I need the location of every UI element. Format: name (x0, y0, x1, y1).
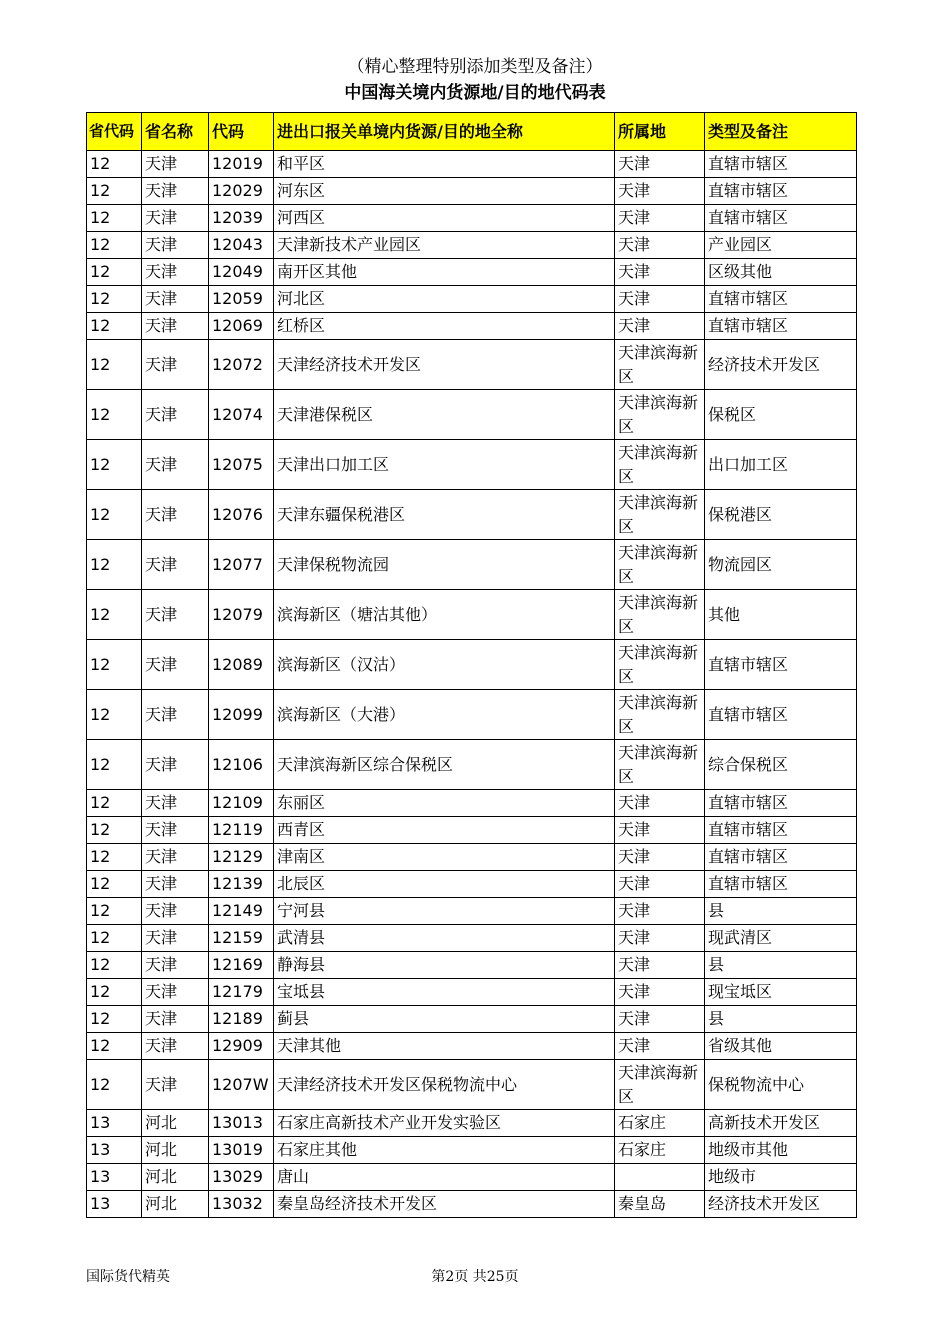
cell-type-remarks: 县 (705, 952, 857, 979)
cell-province-code: 12 (87, 1033, 142, 1060)
cell-full-name: 北辰区 (274, 871, 615, 898)
cell-province-code: 12 (87, 640, 142, 690)
code-table (86, 112, 857, 1218)
cell-belongs-to: 天津滨海新区 (615, 540, 705, 590)
table-row (87, 690, 857, 740)
cell-province-code: 13 (87, 1137, 142, 1164)
cell-type-remarks: 地级市其他 (705, 1137, 857, 1164)
cell-type-remarks: 直辖市辖区 (705, 844, 857, 871)
cell-full-name: 天津出口加工区 (274, 440, 615, 490)
cell-province-name: 天津 (142, 232, 209, 259)
cell-province-name: 天津 (142, 871, 209, 898)
cell-code: 13019 (209, 1137, 274, 1164)
cell-belongs-to: 天津 (615, 205, 705, 232)
cell-type-remarks: 地级市 (705, 1164, 857, 1191)
table-row (87, 1110, 857, 1137)
cell-province-name: 天津 (142, 640, 209, 690)
cell-type-remarks: 其他 (705, 590, 857, 640)
cell-province-code: 12 (87, 790, 142, 817)
cell-full-name: 滨海新区（汉沽） (274, 640, 615, 690)
cell-province-name: 天津 (142, 590, 209, 640)
cell-province-name: 河北 (142, 1137, 209, 1164)
cell-belongs-to: 石家庄 (615, 1110, 705, 1137)
table-row (87, 1006, 857, 1033)
cell-province-code: 12 (87, 259, 142, 286)
table-row (87, 151, 857, 178)
table-row (87, 844, 857, 871)
cell-belongs-to: 天津 (615, 151, 705, 178)
cell-full-name: 武清县 (274, 925, 615, 952)
cell-belongs-to: 石家庄 (615, 1137, 705, 1164)
cell-code: 13013 (209, 1110, 274, 1137)
cell-full-name: 天津经济技术开发区保税物流中心 (274, 1060, 615, 1110)
header-code: 代码 (209, 113, 274, 151)
table-row (87, 390, 857, 440)
table-row (87, 1033, 857, 1060)
cell-code: 12077 (209, 540, 274, 590)
cell-province-code: 12 (87, 898, 142, 925)
cell-code: 12076 (209, 490, 274, 540)
cell-type-remarks: 直辖市辖区 (705, 817, 857, 844)
header-full-name: 进出口报关单境内货源/目的地全称 (274, 113, 615, 151)
cell-full-name: 东丽区 (274, 790, 615, 817)
cell-type-remarks: 省级其他 (705, 1033, 857, 1060)
cell-province-name: 天津 (142, 340, 209, 390)
cell-province-code: 12 (87, 844, 142, 871)
cell-type-remarks: 直辖市辖区 (705, 151, 857, 178)
table-row (87, 952, 857, 979)
cell-code: 12099 (209, 690, 274, 740)
cell-code: 12019 (209, 151, 274, 178)
cell-type-remarks: 直辖市辖区 (705, 313, 857, 340)
cell-full-name: 天津新技术产业园区 (274, 232, 615, 259)
cell-province-code: 12 (87, 490, 142, 540)
cell-type-remarks: 高新技术开发区 (705, 1110, 857, 1137)
table-row (87, 340, 857, 390)
cell-belongs-to: 天津滨海新区 (615, 390, 705, 440)
cell-type-remarks: 经济技术开发区 (705, 340, 857, 390)
cell-province-code: 12 (87, 817, 142, 844)
cell-type-remarks: 保税港区 (705, 490, 857, 540)
cell-code: 13029 (209, 1164, 274, 1191)
cell-province-name: 天津 (142, 490, 209, 540)
cell-code: 1207W (209, 1060, 274, 1110)
cell-code: 12072 (209, 340, 274, 390)
cell-province-name: 天津 (142, 740, 209, 790)
table-row (87, 871, 857, 898)
cell-belongs-to: 天津 (615, 790, 705, 817)
cell-type-remarks: 直辖市辖区 (705, 790, 857, 817)
cell-type-remarks: 现武清区 (705, 925, 857, 952)
cell-province-code: 12 (87, 871, 142, 898)
cell-code: 12909 (209, 1033, 274, 1060)
cell-type-remarks: 经济技术开发区 (705, 1191, 857, 1218)
cell-province-code: 12 (87, 1060, 142, 1110)
cell-province-code: 12 (87, 952, 142, 979)
cell-full-name: 蓟县 (274, 1006, 615, 1033)
cell-belongs-to: 秦皇岛 (615, 1191, 705, 1218)
cell-belongs-to: 天津 (615, 952, 705, 979)
cell-type-remarks: 现宝坻区 (705, 979, 857, 1006)
cell-province-name: 天津 (142, 440, 209, 490)
cell-belongs-to: 天津 (615, 259, 705, 286)
cell-code: 12189 (209, 1006, 274, 1033)
table-row (87, 232, 857, 259)
cell-type-remarks: 直辖市辖区 (705, 690, 857, 740)
cell-belongs-to: 天津滨海新区 (615, 640, 705, 690)
cell-code: 12109 (209, 790, 274, 817)
cell-province-code: 12 (87, 440, 142, 490)
cell-full-name: 天津滨海新区综合保税区 (274, 740, 615, 790)
cell-type-remarks: 直辖市辖区 (705, 640, 857, 690)
cell-province-name: 天津 (142, 1060, 209, 1110)
cell-type-remarks: 直辖市辖区 (705, 205, 857, 232)
cell-type-remarks: 直辖市辖区 (705, 178, 857, 205)
cell-belongs-to: 天津滨海新区 (615, 1060, 705, 1110)
cell-belongs-to: 天津 (615, 232, 705, 259)
cell-code: 12059 (209, 286, 274, 313)
cell-full-name: 唐山 (274, 1164, 615, 1191)
table-row (87, 490, 857, 540)
footer-left-text: 国际货代精英 (86, 1269, 170, 1285)
table-row (87, 590, 857, 640)
cell-type-remarks: 直辖市辖区 (705, 871, 857, 898)
table-row (87, 790, 857, 817)
cell-full-name: 河北区 (274, 286, 615, 313)
table-header-row (87, 113, 857, 151)
table-row (87, 1191, 857, 1218)
cell-belongs-to (615, 1164, 705, 1191)
cell-belongs-to: 天津 (615, 898, 705, 925)
cell-province-name: 天津 (142, 790, 209, 817)
table-row (87, 925, 857, 952)
cell-full-name: 红桥区 (274, 313, 615, 340)
cell-province-name: 河北 (142, 1110, 209, 1137)
cell-type-remarks: 直辖市辖区 (705, 286, 857, 313)
cell-province-name: 天津 (142, 259, 209, 286)
cell-code: 12159 (209, 925, 274, 952)
cell-full-name: 河西区 (274, 205, 615, 232)
cell-type-remarks: 县 (705, 1006, 857, 1033)
cell-province-name: 天津 (142, 817, 209, 844)
cell-province-code: 12 (87, 540, 142, 590)
cell-belongs-to: 天津 (615, 178, 705, 205)
cell-province-name: 天津 (142, 178, 209, 205)
cell-province-code: 13 (87, 1110, 142, 1137)
table-row (87, 740, 857, 790)
table-row (87, 817, 857, 844)
cell-province-name: 天津 (142, 205, 209, 232)
cell-full-name: 津南区 (274, 844, 615, 871)
cell-type-remarks: 县 (705, 898, 857, 925)
document-title: 中国海关境内货源地/目的地代码表 (344, 83, 606, 103)
cell-code: 12149 (209, 898, 274, 925)
cell-full-name: 石家庄高新技术产业开发实验区 (274, 1110, 615, 1137)
cell-full-name: 滨海新区（大港） (274, 690, 615, 740)
table-row (87, 313, 857, 340)
header-province-code: 省代码 (87, 113, 142, 151)
cell-code: 12089 (209, 640, 274, 690)
cell-full-name: 宁河县 (274, 898, 615, 925)
cell-code: 12039 (209, 205, 274, 232)
cell-code: 12049 (209, 259, 274, 286)
cell-full-name: 和平区 (274, 151, 615, 178)
cell-province-name: 天津 (142, 844, 209, 871)
cell-code: 13032 (209, 1191, 274, 1218)
cell-province-code: 12 (87, 740, 142, 790)
cell-code: 12069 (209, 313, 274, 340)
cell-belongs-to: 天津 (615, 313, 705, 340)
cell-belongs-to: 天津 (615, 1006, 705, 1033)
cell-code: 12106 (209, 740, 274, 790)
cell-province-name: 天津 (142, 151, 209, 178)
cell-province-code: 12 (87, 286, 142, 313)
cell-province-name: 河北 (142, 1164, 209, 1191)
cell-province-code: 12 (87, 390, 142, 440)
cell-belongs-to: 天津滨海新区 (615, 740, 705, 790)
cell-belongs-to: 天津滨海新区 (615, 340, 705, 390)
cell-type-remarks: 保税区 (705, 390, 857, 440)
cell-code: 12074 (209, 390, 274, 440)
cell-province-code: 12 (87, 232, 142, 259)
cell-province-name: 天津 (142, 952, 209, 979)
table-row (87, 640, 857, 690)
cell-full-name: 滨海新区（塘沽其他） (274, 590, 615, 640)
cell-full-name: 秦皇岛经济技术开发区 (274, 1191, 615, 1218)
table-row (87, 979, 857, 1006)
table-row (87, 178, 857, 205)
cell-belongs-to: 天津 (615, 817, 705, 844)
cell-province-name: 天津 (142, 286, 209, 313)
cell-province-name: 天津 (142, 1006, 209, 1033)
cell-full-name: 宝坻县 (274, 979, 615, 1006)
cell-belongs-to: 天津滨海新区 (615, 590, 705, 640)
cell-belongs-to: 天津 (615, 844, 705, 871)
cell-type-remarks: 产业园区 (705, 232, 857, 259)
cell-full-name: 河东区 (274, 178, 615, 205)
table-row (87, 1060, 857, 1110)
cell-code: 12075 (209, 440, 274, 490)
cell-province-code: 12 (87, 205, 142, 232)
cell-type-remarks: 综合保税区 (705, 740, 857, 790)
cell-full-name: 天津经济技术开发区 (274, 340, 615, 390)
cell-full-name: 南开区其他 (274, 259, 615, 286)
cell-full-name: 天津东疆保税港区 (274, 490, 615, 540)
cell-code: 12129 (209, 844, 274, 871)
cell-province-name: 天津 (142, 979, 209, 1006)
cell-belongs-to: 天津 (615, 979, 705, 1006)
cell-code: 12079 (209, 590, 274, 640)
table-row (87, 540, 857, 590)
cell-province-code: 13 (87, 1164, 142, 1191)
cell-full-name: 天津保税物流园 (274, 540, 615, 590)
cell-type-remarks: 保税物流中心 (705, 1060, 857, 1110)
cell-province-name: 天津 (142, 690, 209, 740)
footer-page-info: 第2页 共25页 (431, 1269, 519, 1285)
cell-code: 12179 (209, 979, 274, 1006)
cell-belongs-to: 天津 (615, 925, 705, 952)
cell-code: 12029 (209, 178, 274, 205)
cell-province-code: 12 (87, 313, 142, 340)
cell-province-code: 12 (87, 151, 142, 178)
cell-belongs-to: 天津滨海新区 (615, 490, 705, 540)
cell-province-name: 天津 (142, 1033, 209, 1060)
table-row (87, 1137, 857, 1164)
cell-full-name: 静海县 (274, 952, 615, 979)
table-body (87, 151, 857, 1218)
cell-type-remarks: 区级其他 (705, 259, 857, 286)
header-type-remarks: 类型及备注 (705, 113, 857, 151)
cell-code: 12169 (209, 952, 274, 979)
cell-full-name: 天津港保税区 (274, 390, 615, 440)
table-row (87, 898, 857, 925)
cell-belongs-to: 天津滨海新区 (615, 690, 705, 740)
cell-code: 12119 (209, 817, 274, 844)
table-row (87, 286, 857, 313)
cell-code: 12139 (209, 871, 274, 898)
cell-type-remarks: 出口加工区 (705, 440, 857, 490)
cell-province-code: 12 (87, 979, 142, 1006)
cell-belongs-to: 天津 (615, 1033, 705, 1060)
cell-province-name: 天津 (142, 313, 209, 340)
cell-province-name: 天津 (142, 898, 209, 925)
cell-province-code: 12 (87, 340, 142, 390)
cell-province-code: 12 (87, 925, 142, 952)
cell-province-code: 12 (87, 1006, 142, 1033)
cell-code: 12043 (209, 232, 274, 259)
document-subtitle: （精心整理特别添加类型及备注） (347, 57, 603, 77)
header-province-name: 省名称 (142, 113, 209, 151)
cell-full-name: 天津其他 (274, 1033, 615, 1060)
cell-belongs-to: 天津 (615, 286, 705, 313)
table-row (87, 440, 857, 490)
cell-province-code: 12 (87, 178, 142, 205)
cell-type-remarks: 物流园区 (705, 540, 857, 590)
cell-province-name: 天津 (142, 390, 209, 440)
cell-province-code: 12 (87, 590, 142, 640)
header-belongs-to: 所属地 (615, 113, 705, 151)
cell-belongs-to: 天津 (615, 871, 705, 898)
table-row (87, 1164, 857, 1191)
table-row (87, 205, 857, 232)
table-row (87, 259, 857, 286)
cell-full-name: 石家庄其他 (274, 1137, 615, 1164)
cell-belongs-to: 天津滨海新区 (615, 440, 705, 490)
cell-province-code: 13 (87, 1191, 142, 1218)
cell-province-code: 12 (87, 690, 142, 740)
cell-province-name: 天津 (142, 540, 209, 590)
cell-province-name: 天津 (142, 925, 209, 952)
cell-province-name: 河北 (142, 1191, 209, 1218)
cell-full-name: 西青区 (274, 817, 615, 844)
